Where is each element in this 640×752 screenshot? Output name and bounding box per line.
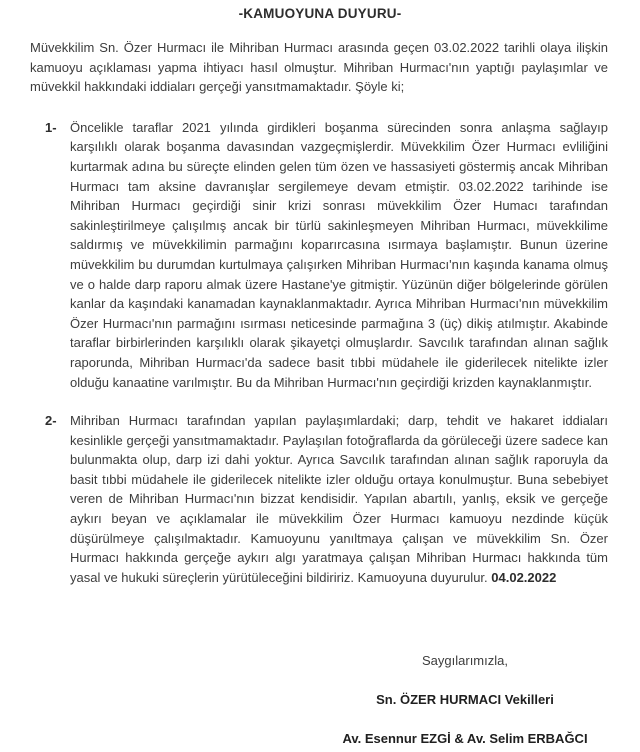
list-item-text: [70, 411, 608, 587]
list-item-text: Öncelikle taraflar 2021 yılında girdikleri boşanma sürecinden sonra anlaşma sağlayıp karşılıklı olarak boşanma davasından vazgeçmişlerdir. Müvekkilim Özer Hurmacı evliliğini kurtarmak adına bu süreçte elinden gelen tüm özen ve hassasiyeti göstermiş ancak Mihriban Hurmacı tam aksine davranışlar sergilemeye devam etmiştir. 03.02.2022 tarihinde ise Mihriban Hurmacı geçirdiği sinir krizi sonrası müvekkilim Özer Humacı tarafından sakinleştirilmeye çalışılmış ancak bir türlü sakinleşmeyen Mihriban Hurmacı, müvekkilime saldırmış ve müvekkilimin parmağını koparırcasına ısırmaya başlamıştır. Bunun üzerine müvekkilim bu durumdan kurtulmaya çalışırken Mihriban Hurmacı'nın kaşında kanama olmuş ve o halde darp raporu almak üzere Hastane'ye gitmiştir. Yüzünün diğer bölgelerinde görülen kanlar da kaşındaki kanamadan kaynaklanmaktadır. Ayrıca Mihriban Hurmacı'nın müvekkilim Özer Hurmacı'nın parmağını ısırması neticesinde parmağına 3 (üç) dikiş atılmıştır. Akabinde taraflar birbirlerinden karşılıklı olarak şikayetçi olmuşlardır. Savcılık tarafından alınan sağlık raporunda, Mihriban Hurmacı'da sadece basit tıbbi müdahele ile giderilecek nitelikte izler olduğu kanaatine varılmıştır. Bu da Mihriban Hurmacı'nın geçirdiği krizden kaynaklanmıştır.: [70, 119, 608, 390]
signature-client-name: Sn. ÖZER HURMACI Vekilleri: [376, 692, 554, 707]
list-item: [30, 411, 608, 587]
list-item: [30, 118, 608, 392]
list-item-marker: 1-: [45, 119, 57, 135]
list-item-text-main: Mihriban Hurmacı tarafından yapılan paylaşımlardaki; darp, tehdit ve hakaret iddiaları kesinlikle gerçeği yansıtmamaktadır. Paylaşılan fotoğraflarda da görüleceği üzere sadece kan bulunmakta olup, darp izi dahi yoktur. Ayrıca Savcılık tarafından alınan sağlık raporuyla da basit tıbbi müdahele ile giderilecek nitelikte izler olduğu ortaya konulmuştur. Buna sebebiyet veren de Mihriban Hurmacı'nın bizzat kendisidir. Yapılan abartılı, yanlış, eksik ve gerçeğe aykırı beyan ve açıklamalar ile müvekkilim Özer Hurmacı kamuoyu nezdinde küçük düşürülmeye çalışılmaktadır. Kamuoyunu yanıltmaya çalışan ve müvekkilim Sn. Özer Hurmacı hakkında gerçeğe aykırı algı yaratmaya çalışan Mihriban Hurmacı hakkında tüm yasal ve hukuki süreçlerin yürütüleceğini bildiririz. Kamuoyuna duyurulur.: [70, 413, 608, 585]
announcement-date: 04.02.2022: [491, 569, 557, 585]
signature-closing: Saygılarımızla,: [422, 653, 508, 668]
list-item-marker: 2-: [45, 413, 57, 429]
intro-paragraph: Müvekkilim Sn. Özer Hurmacı ile Mihriban Hurmacı arasında geçen 03.02.2022 tarihli olaya ilişkin kamuoyu açıklaması yapma ihtiyacı hasıl olmuştur. Mihriban Hurmacı'nın yaptığı paylaşımlar ve müvekkil hakkındaki iddiaları gerçeği yansıtmamaktadır. Şöyle ki;: [30, 40, 608, 95]
page-title: -KAMUOYUNA DUYURU-: [238, 6, 402, 21]
signature-block: [300, 651, 630, 748]
document-body: [30, 38, 608, 587]
numbered-list: [30, 118, 608, 588]
signature-lawyer-names: Av. Esennur EZGİ & Av. Selim ERBAĞCI: [342, 731, 588, 746]
